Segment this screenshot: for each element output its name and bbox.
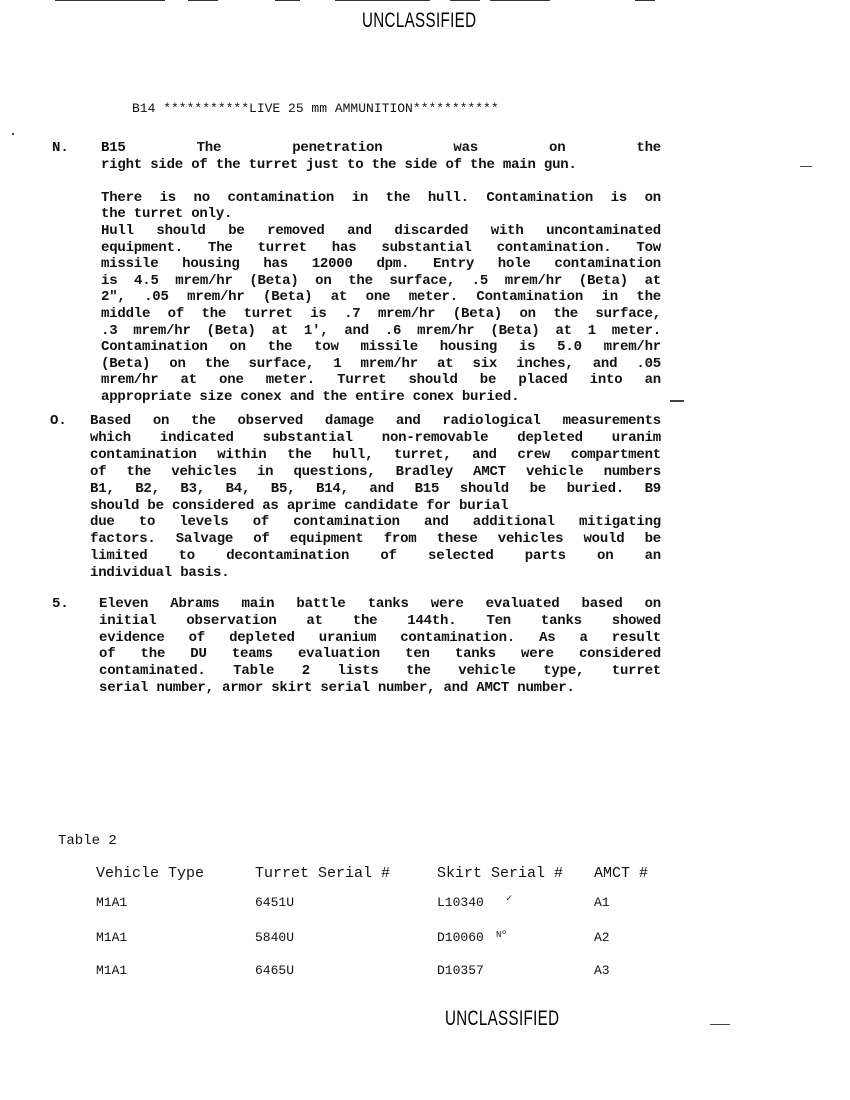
scan-speck: [670, 400, 684, 402]
text-line: should be considered as aprime candidate for burial: [90, 497, 509, 514]
text-line: of the vehicles in questions, Bradley AMCT vehicle numbers: [90, 463, 661, 480]
text-line: of the DU teams evaluation ten tanks were considered: [99, 646, 661, 663]
text-line: 2", .05 mrem/hr (Beta) at one meter. Contamination in the: [101, 289, 661, 306]
scan-speck: [710, 1024, 730, 1025]
section-label: 5.: [52, 596, 69, 612]
top-rule: [335, 0, 430, 1]
top-rule: [188, 0, 218, 1]
table-title: Table 2: [58, 833, 117, 849]
header-classification: UNCLASSIFIED: [362, 9, 477, 32]
text-line: mrem/hr at one meter. Turret should be placed into an: [101, 372, 661, 389]
text-line: due to levels of contamination and additional mitigating: [90, 514, 661, 531]
text-line: Eleven Abrams main battle tanks were evaluated based on: [99, 596, 661, 612]
top-rule: [55, 0, 165, 1]
text-line: right side of the turret just to the side of the main gun.: [101, 156, 577, 173]
text-line: B15 The penetration was on the: [101, 140, 661, 156]
text-line: Based on the observed damage and radiological measurements: [90, 413, 661, 429]
table-header: Skirt Serial #: [437, 865, 564, 882]
text-line: factors. Salvage of equipment from these vehicles would be: [90, 531, 661, 548]
text-line: the turret only.: [101, 206, 233, 223]
table-cell: 6465U: [255, 963, 295, 978]
text-line: Hull should be removed and discarded with uncontaminated: [101, 223, 661, 239]
b14-heading: B14 ***********LIVE 25 mm AMMUNITION***********: [132, 101, 499, 116]
section-label: N.: [52, 140, 69, 156]
text-line: is 4.5 mrem/hr (Beta) on the surface, .5 mrem/hr (Beta) at: [101, 272, 661, 289]
text-line: limited to decontamination of selected parts on an: [90, 548, 661, 565]
text-line: individual basis.: [90, 565, 230, 582]
table-cell: D10060: [437, 930, 484, 945]
table-cell: M1A1: [96, 930, 128, 945]
top-rule: [490, 0, 550, 1]
text-line: serial number, armor skirt serial number, and AMCT number.: [99, 680, 575, 696]
text-line: Contamination on the tow missile housing is 5.0 mrem/hr: [101, 339, 661, 356]
table-cell: A2: [594, 930, 610, 945]
table-cell: D10357: [437, 963, 484, 978]
table-cell: A1: [594, 895, 610, 910]
table-cell: A3: [594, 963, 610, 978]
top-rule: [275, 0, 300, 1]
top-rule: [450, 0, 480, 1]
text-line: .3 mrem/hr (Beta) at 1', and .6 mrem/hr (Beta) at 1 meter.: [101, 322, 661, 339]
text-line: missile housing has 12000 dpm. Entry hole contamination: [101, 256, 661, 273]
text-line: B1, B2, B3, B4, B5, B14, and B15 should be buried. B9: [90, 480, 661, 497]
section-label: O.: [50, 413, 67, 429]
scan-speck: [12, 133, 14, 135]
table-cell: 5840U: [255, 930, 295, 945]
table-header: Vehicle Type: [96, 865, 205, 882]
annotation-check-icon: ✓: [506, 894, 513, 905]
annotation-no-mark: Nº: [496, 930, 507, 940]
text-line: (Beta) on the surface, 1 mrem/hr at six inches, and .05: [101, 355, 661, 372]
footer-classification: UNCLASSIFIED: [445, 1007, 560, 1030]
text-line: initial observation at the 144th. Ten tanks showed: [99, 612, 661, 629]
table-cell: L10340: [437, 895, 484, 910]
table-header: AMCT #: [594, 865, 649, 882]
top-rule: [635, 0, 655, 1]
table-cell: 6451U: [255, 895, 295, 910]
table-header: Turret Serial #: [255, 865, 391, 882]
text-line: There is no contamination in the hull. Contamination is on: [101, 189, 661, 206]
text-line: equipment. The turret has substantial contamination. Tow: [101, 239, 661, 256]
text-line: appropriate size conex and the entire conex buried.: [101, 389, 520, 405]
table-cell: M1A1: [96, 895, 128, 910]
text-line: middle of the turret is .7 mrem/hr (Beta) on the surface,: [101, 306, 661, 322]
table-cell: M1A1: [96, 963, 128, 978]
text-line: which indicated substantial non-removable depleted uranim: [90, 429, 661, 446]
scan-speck: [800, 166, 812, 167]
text-line: evidence of depleted uranium contamination. As a result: [99, 629, 661, 646]
text-line: contaminated. Table 2 lists the vehicle type, turret: [99, 663, 661, 680]
text-line: contamination within the hull, turret, and crew compartment: [90, 446, 661, 463]
